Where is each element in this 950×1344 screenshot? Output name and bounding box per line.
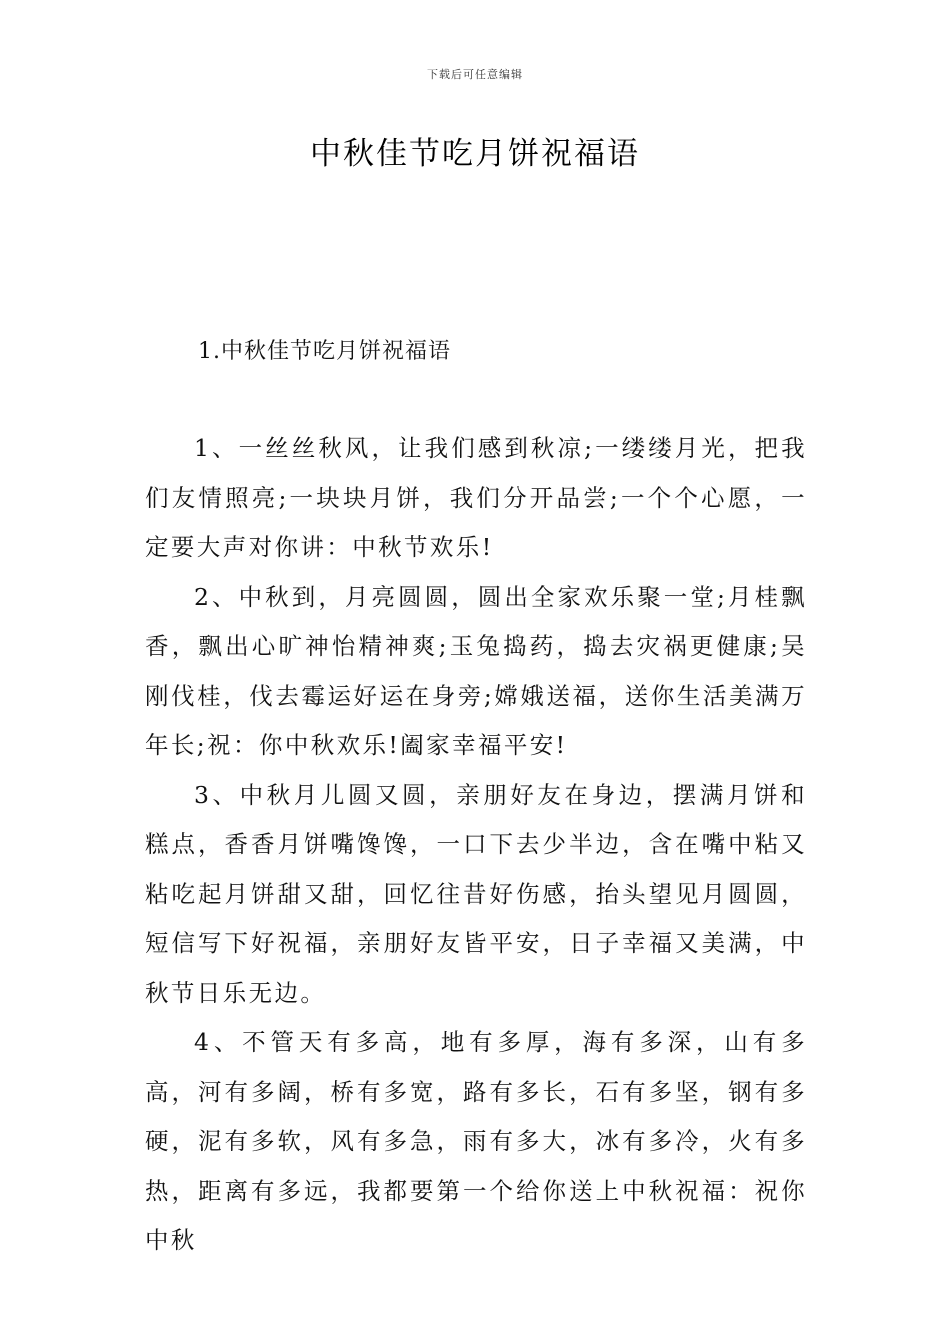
body-text	[145, 424, 807, 1266]
paragraph-4: 4、不管天有多高，地有多厚，海有多深，山有多高，河有多阔，桥有多宽，路有多长，石有多坚，钢有多硬，泥有多软，风有多急，雨有多大，冰有多冷，火有多热，距离有多远，我都要第一个给你送上中秋祝福：祝你中秋	[145, 1028, 807, 1254]
paragraph-3: 3、中秋月儿圆又圆，亲朋好友在身边，摆满月饼和糕点，香香月饼嘴馋馋，一口下去少半边，含在嘴中粘又粘吃起月饼甜又甜，回忆往昔好伤感，抬头望见月圆圆，短信写下好祝福，亲朋好友皆平安，日子幸福又美满，中秋节日乐无边。	[145, 780, 807, 1007]
paragraph-1: 1、一丝丝秋风，让我们感到秋凉;一缕缕月光，把我们友情照亮;一块块月饼，我们分开品尝;一个个心愿，一定要大声对你讲：中秋节欢乐!	[145, 434, 807, 561]
header-note: 下载后可任意编辑	[427, 68, 523, 81]
section-heading: 1.中秋佳节吃月饼祝福语	[198, 339, 451, 364]
document-title: 中秋佳节吃月饼祝福语	[310, 136, 640, 172]
paragraph-2: 2、中秋到，月亮圆圆，圆出全家欢乐聚一堂;月桂飘香，飘出心旷神怡精神爽;玉兔捣药，捣去灾祸更健康;吴刚伐桂，伐去霉运好运在身旁;嫦娥送福，送你生活美满万年长;祝：你中秋欢乐!阖家幸福平安!	[145, 582, 807, 759]
